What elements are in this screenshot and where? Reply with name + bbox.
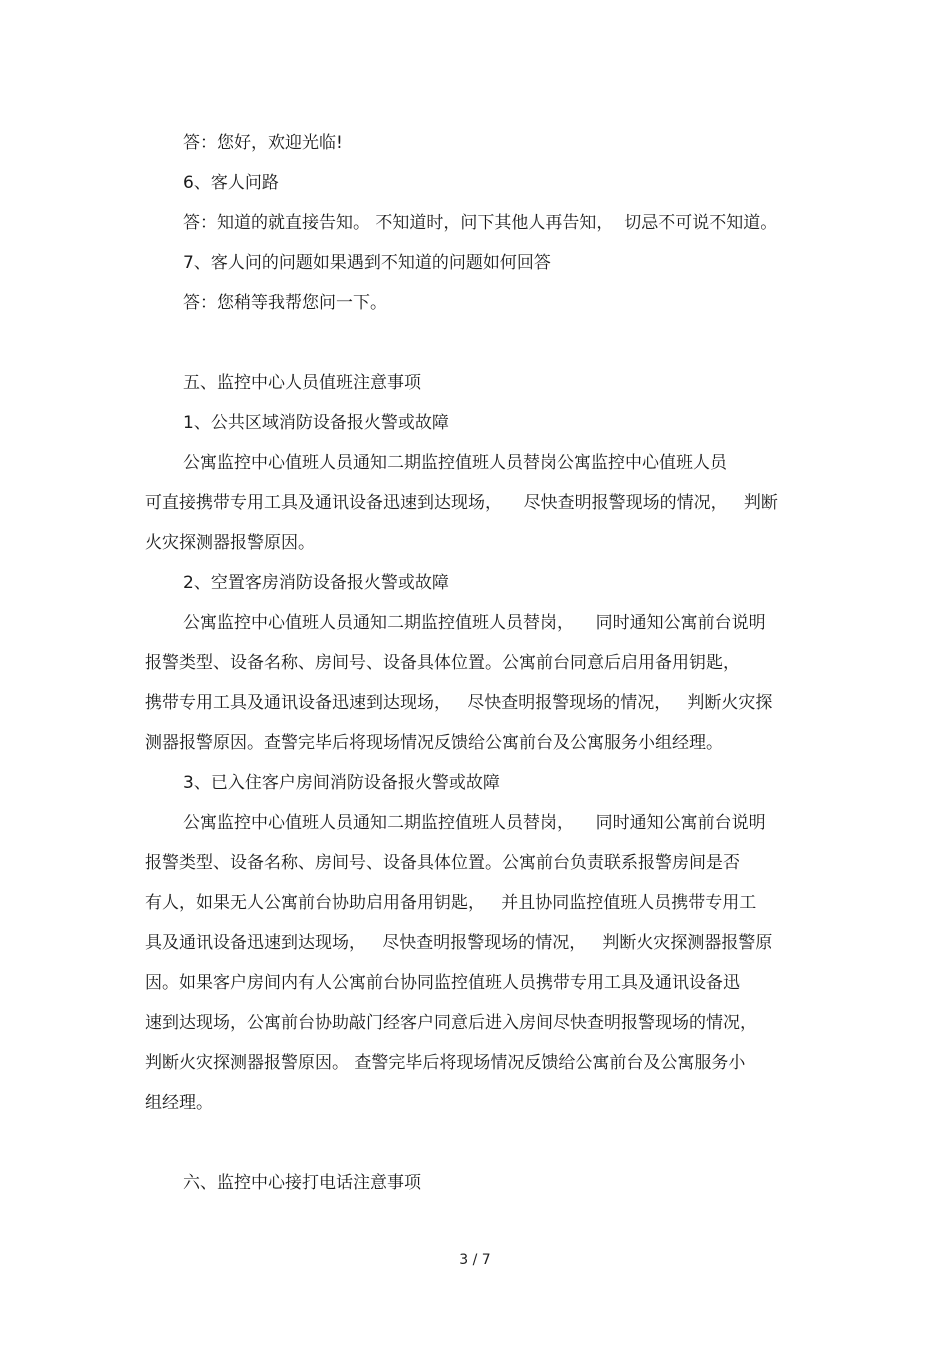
section-6-heading: 六、监控中心接打电话注意事项: [183, 1173, 421, 1193]
subsection-2-heading: 2、空置客房消防设备报火警或故障: [183, 573, 449, 593]
answer-welcome: 答：您好，欢迎光临!: [183, 133, 343, 153]
paragraph-line: 因。如果客户房间内有人公寓前台协同监控值班人员携带专用工具及通讯设备迅: [145, 973, 740, 993]
paragraph-line: 测器报警原因。查警完毕后将现场情况反馈给公寓前台及公寓服务小组经理。: [145, 733, 723, 753]
paragraph-line: 速到达现场，公寓前台协助敲门经客户同意后进入房间尽快查明报警现场的情况，: [145, 1013, 757, 1033]
answer-directions: 答：知道的就直接告知。 不知道时，问下其他人再告知， 切忌不可说不知道。: [183, 213, 778, 233]
section-5-heading: 五、监控中心人员值班注意事项: [183, 373, 421, 393]
answer-unknown: 答：您稍等我帮您问一下。: [183, 293, 387, 313]
paragraph-line: 公寓监控中心值班人员通知二期监控值班人员替岗， 同时通知公寓前台说明: [183, 813, 766, 833]
subsection-3-heading: 3、已入住客户房间消防设备报火警或故障: [183, 773, 500, 793]
paragraph-line: 具及通讯设备迅速到达现场， 尽快查明报警现场的情况， 判断火灾探测器报警原: [145, 933, 773, 953]
paragraph-line: 携带专用工具及通讯设备迅速到达现场， 尽快查明报警现场的情况， 判断火灾探: [145, 693, 773, 713]
paragraph-line: 可直接携带专用工具及通讯设备迅速到达现场， 尽快查明报警现场的情况， 判断: [145, 493, 778, 513]
paragraph-line: 火灾探测器报警原因。: [145, 533, 315, 553]
paragraph-line: 公寓监控中心值班人员通知二期监控值班人员替岗公寓监控中心值班人员: [183, 453, 727, 473]
paragraph-line: 有人，如果无人公寓前台协助启用备用钥匙， 并且协同监控值班人员携带专用工: [145, 893, 757, 913]
paragraph-line: 判断火灾探测器报警原因。 查警完毕后将现场情况反馈给公寓前台及公寓服务小: [145, 1053, 746, 1073]
item-6-heading: 6、客人问路: [183, 173, 279, 193]
paragraph-line: 组经理。: [145, 1093, 213, 1113]
page-number: 3 / 7: [459, 1252, 491, 1268]
item-7-heading: 7、客人问的问题如果遇到不知道的问题如何回答: [183, 253, 551, 273]
subsection-1-heading: 1、公共区域消防设备报火警或故障: [183, 413, 449, 433]
paragraph-line: 公寓监控中心值班人员通知二期监控值班人员替岗， 同时通知公寓前台说明: [183, 613, 766, 633]
paragraph-line: 报警类型、设备名称、房间号、设备具体位置。公寓前台负责联系报警房间是否: [145, 853, 740, 873]
paragraph-line: 报警类型、设备名称、房间号、设备具体位置。公寓前台同意后启用备用钥匙，: [145, 653, 740, 673]
